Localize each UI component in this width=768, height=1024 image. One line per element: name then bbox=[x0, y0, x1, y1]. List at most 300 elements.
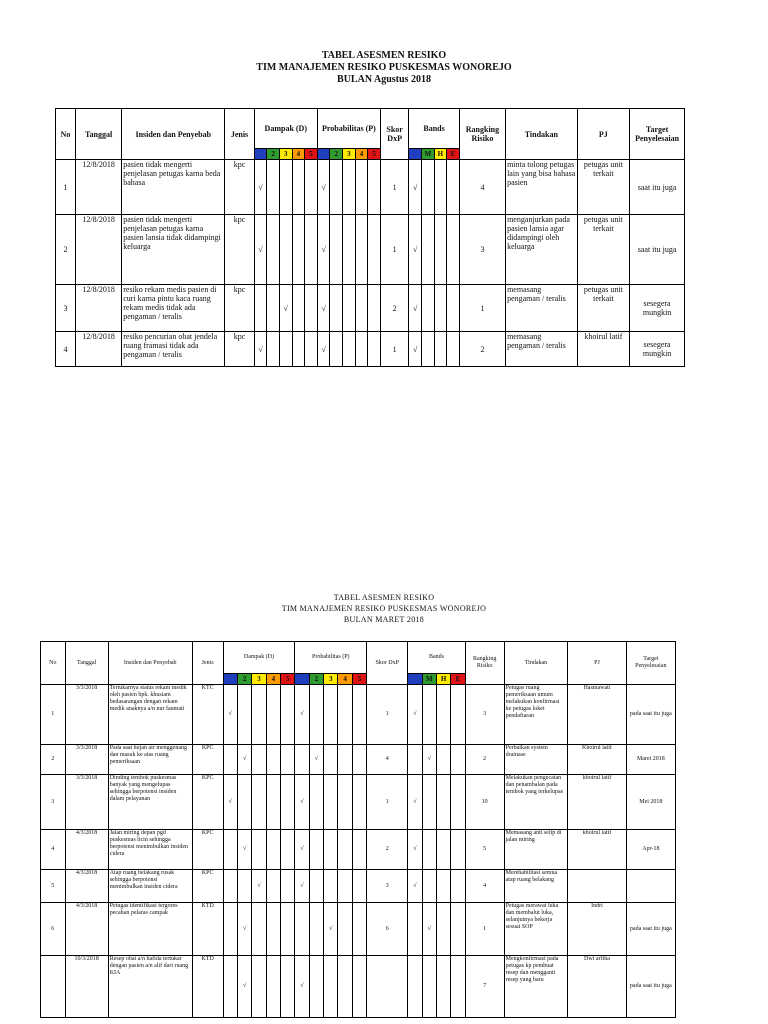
prob-cell-5 bbox=[368, 285, 381, 332]
band-cell-L bbox=[408, 870, 422, 903]
band-cell-M bbox=[422, 745, 436, 775]
band-cell-H bbox=[434, 285, 447, 332]
row-no: 1 bbox=[41, 685, 66, 745]
band-cell-E bbox=[451, 745, 465, 775]
band-cell-H bbox=[436, 685, 450, 745]
band-cell-M bbox=[422, 685, 436, 745]
band-cell-E bbox=[451, 870, 465, 903]
header-dampak: Dampak (D) bbox=[223, 642, 295, 674]
dampak-cell-3 bbox=[252, 745, 266, 775]
band-cell-L bbox=[409, 285, 422, 332]
row-skor: 1 bbox=[380, 215, 408, 285]
prob-cell-5 bbox=[352, 745, 366, 775]
row-tanggal: 10/3/2018 bbox=[65, 956, 108, 1018]
table-row bbox=[41, 903, 676, 956]
check-mark: √ bbox=[427, 756, 431, 762]
dampak-cell-5 bbox=[281, 903, 295, 956]
check-mark: √ bbox=[427, 925, 431, 932]
header-row bbox=[56, 109, 685, 149]
prob-cell-4 bbox=[355, 332, 368, 367]
band-E: E bbox=[451, 674, 465, 685]
prob-cell-2 bbox=[309, 870, 323, 903]
row-ranking: 2 bbox=[465, 745, 504, 775]
prob-cell-2 bbox=[330, 285, 343, 332]
check-mark: √ bbox=[257, 882, 261, 889]
row-no: 3 bbox=[41, 775, 66, 830]
row-jenis: KPC bbox=[192, 870, 223, 903]
prob-cell-3 bbox=[324, 745, 338, 775]
row-ranking: 10 bbox=[465, 775, 504, 830]
row-pj: Indri bbox=[568, 903, 626, 956]
prob-cell-3 bbox=[324, 830, 338, 870]
header-target: Target Penyelesaian bbox=[626, 642, 675, 685]
row-ranking: 3 bbox=[465, 685, 504, 745]
row-pj bbox=[568, 870, 626, 903]
row-tanggal: 12/8/2018 bbox=[75, 160, 121, 215]
dampak-cell-2 bbox=[267, 332, 280, 367]
band-cell-E bbox=[451, 775, 465, 830]
row-pj: petugas unit terkait bbox=[577, 160, 630, 215]
band-cell-E bbox=[447, 160, 460, 215]
row-insiden: resiko pencurian obat jendela ruang framasi tidak ada pengaman / teralis bbox=[122, 332, 225, 367]
prob-scale-2: 2 bbox=[309, 674, 323, 685]
doc2-month: BULAN MARET 2018 bbox=[343, 615, 425, 624]
row-insiden: Pada saat hujan air menggenang dan masuk ke atas ruang pemeriksaan bbox=[108, 745, 192, 775]
row-target: saat itu juga bbox=[630, 160, 685, 215]
row-skor: 2 bbox=[367, 830, 408, 870]
doc2-subtitle: TIM MANAJEMEN RESIKO PUSKESMAS WONOREJO bbox=[281, 604, 487, 613]
dampak-cell-2 bbox=[237, 956, 251, 1018]
band-cell-M bbox=[421, 215, 434, 285]
dampak-scale-3: 3 bbox=[252, 674, 266, 685]
dampak-scale-4: 4 bbox=[266, 674, 280, 685]
check-mark: √ bbox=[321, 303, 326, 313]
row-ranking: 7 bbox=[465, 956, 504, 1018]
dampak-cell-2 bbox=[237, 870, 251, 903]
prob-cell-5 bbox=[368, 160, 381, 215]
check-mark: √ bbox=[242, 983, 247, 989]
table-row bbox=[41, 775, 676, 830]
row-insiden: Dinding tembok puskesmas banyak yang mengelupas sehingga berpotensi insiden dalam pelayanan bbox=[108, 775, 192, 830]
check-mark: √ bbox=[314, 756, 319, 762]
dampak-scale-2: 2 bbox=[237, 674, 251, 685]
prob-cell-5 bbox=[352, 903, 366, 956]
dampak-cell-4 bbox=[266, 745, 280, 775]
check-mark: √ bbox=[321, 182, 326, 192]
band-H: H bbox=[436, 674, 450, 685]
row-skor: 1 bbox=[367, 775, 408, 830]
prob-cell-5 bbox=[352, 956, 366, 1018]
dampak-cell-2 bbox=[237, 685, 251, 745]
check-mark: √ bbox=[300, 846, 304, 852]
prob-cell-1 bbox=[295, 870, 309, 903]
prob-cell-5 bbox=[352, 870, 366, 903]
dampak-cell-3 bbox=[279, 160, 292, 215]
prob-cell-2 bbox=[330, 160, 343, 215]
row-jenis: KTD bbox=[192, 956, 223, 1018]
band-cell-E bbox=[451, 685, 465, 745]
row-pj: khoirul latif bbox=[568, 830, 626, 870]
dampak-cell-1 bbox=[223, 685, 237, 745]
prob-scale-4: 4 bbox=[338, 674, 352, 685]
row-ranking: 4 bbox=[459, 160, 505, 215]
prob-cell-4 bbox=[338, 745, 352, 775]
header-pj: PJ bbox=[577, 109, 630, 160]
dampak-cell-1 bbox=[223, 956, 237, 1018]
row-tanggal: 12/8/2018 bbox=[75, 285, 121, 332]
dampak-cell-1 bbox=[223, 830, 237, 870]
row-jenis: KTD bbox=[192, 903, 223, 956]
row-tanggal: 12/8/2018 bbox=[75, 215, 121, 285]
header-insiden: Insiden dan Penyebab bbox=[108, 642, 192, 685]
prob-cell-3 bbox=[324, 775, 338, 830]
dampak-cell-1 bbox=[223, 903, 237, 956]
dampak-cell-1 bbox=[223, 745, 237, 775]
row-tindakan: memasang pengaman / teralis bbox=[506, 285, 578, 332]
check-mark: √ bbox=[300, 882, 304, 889]
row-pj: Dwi arfiha bbox=[568, 956, 626, 1018]
header-skor: Skor DxP bbox=[367, 642, 408, 685]
dampak-cell-2 bbox=[267, 160, 280, 215]
prob-cell-4 bbox=[355, 160, 368, 215]
row-tindakan: Petugas ruang pemeriksaan umum melakukan konfirmasi ke petugas loket pendaftaran bbox=[504, 685, 568, 745]
row-target: pada saat itu juga bbox=[626, 956, 675, 1018]
header-no: No bbox=[41, 642, 66, 685]
prob-cell-2 bbox=[330, 332, 343, 367]
dampak-cell-1 bbox=[254, 285, 267, 332]
dampak-cell-5 bbox=[281, 870, 295, 903]
row-skor: 6 bbox=[367, 903, 408, 956]
check-mark: √ bbox=[258, 245, 263, 254]
row-target: sesegera mungkin bbox=[630, 285, 685, 332]
table-row bbox=[56, 160, 685, 215]
row-skor: 3 bbox=[367, 870, 408, 903]
band-cell-H bbox=[436, 745, 450, 775]
row-tindakan: Memasang anti selip di jalan miring bbox=[504, 830, 568, 870]
prob-cell-1 bbox=[295, 903, 309, 956]
dampak-cell-2 bbox=[237, 775, 251, 830]
prob-cell-3 bbox=[324, 685, 338, 745]
band-cell-M bbox=[422, 956, 436, 1018]
row-pj: Hasmawati bbox=[568, 685, 626, 745]
prob-cell-1 bbox=[317, 160, 330, 215]
header-tindakan: Tindakan bbox=[504, 642, 568, 685]
row-ranking: 1 bbox=[459, 285, 505, 332]
band-cell-H bbox=[434, 215, 447, 285]
dampak-cell-4 bbox=[266, 903, 280, 956]
band-cell-L bbox=[408, 685, 422, 745]
row-tanggal: 3/3/2018 bbox=[65, 775, 108, 830]
band-cell-E bbox=[451, 830, 465, 870]
row-skor: 1 bbox=[380, 160, 408, 215]
dampak-cell-2 bbox=[237, 903, 251, 956]
dampak-cell-5 bbox=[281, 956, 295, 1018]
row-ranking: 4 bbox=[465, 870, 504, 903]
row-skor: 1 bbox=[367, 685, 408, 745]
band-cell-M bbox=[422, 775, 436, 830]
dampak-cell-5 bbox=[281, 775, 295, 830]
prob-scale-2: 2 bbox=[330, 149, 343, 160]
prob-scale-4: 4 bbox=[355, 149, 368, 160]
dampak-cell-3 bbox=[252, 830, 266, 870]
dampak-scale-1: 1 bbox=[223, 674, 237, 685]
row-skor bbox=[367, 956, 408, 1018]
band-M: M bbox=[422, 674, 436, 685]
row-ranking: 5 bbox=[465, 830, 504, 870]
prob-cell-4 bbox=[338, 956, 352, 1018]
dampak-cell-1 bbox=[254, 215, 267, 285]
table-row bbox=[41, 745, 676, 775]
prob-cell-2 bbox=[309, 956, 323, 1018]
prob-cell-3 bbox=[343, 215, 356, 285]
band-cell-L bbox=[408, 956, 422, 1018]
check-mark: √ bbox=[412, 245, 418, 254]
table-row bbox=[56, 215, 685, 285]
row-insiden: Petugas identifikasi tergores pecahan pelaras campak bbox=[108, 903, 192, 956]
table-row bbox=[41, 956, 676, 1018]
prob-cell-1 bbox=[317, 332, 330, 367]
header-ranking: Rangking Risiko bbox=[465, 642, 504, 685]
row-no: 2 bbox=[56, 215, 76, 285]
row-no: 6 bbox=[41, 903, 66, 956]
prob-cell-3 bbox=[324, 870, 338, 903]
prob-scale-1: 1 bbox=[317, 149, 330, 160]
check-mark: √ bbox=[412, 303, 418, 313]
row-tindakan: Petugas merawat luka dan membalut luka, selanjutnya bekerja sesuai SOP bbox=[504, 903, 568, 956]
doc2-title: TABEL ASESMEN RESIKO bbox=[333, 593, 435, 602]
band-L: L bbox=[408, 674, 422, 685]
check-mark: √ bbox=[258, 182, 263, 192]
table-row bbox=[41, 830, 676, 870]
dampak-cell-1 bbox=[223, 870, 237, 903]
dampak-scale-5: 5 bbox=[305, 149, 318, 160]
check-mark: √ bbox=[300, 798, 304, 805]
row-tindakan: minta tolong petugas lain yang bisa bahasa pasien bbox=[506, 160, 578, 215]
row-insiden: resiko rekam medis pasien di curi karna pintu kaca ruang rekam medis tidak ada pengaman / teralis bbox=[122, 285, 225, 332]
prob-scale-5: 5 bbox=[352, 674, 366, 685]
prob-cell-4 bbox=[338, 775, 352, 830]
dampak-cell-3 bbox=[279, 285, 292, 332]
dampak-cell-5 bbox=[305, 160, 318, 215]
dampak-cell-4 bbox=[266, 775, 280, 830]
prob-cell-1 bbox=[295, 745, 309, 775]
dampak-cell-2 bbox=[267, 285, 280, 332]
row-no bbox=[41, 956, 66, 1018]
dampak-cell-4 bbox=[292, 332, 305, 367]
dampak-cell-3 bbox=[252, 903, 266, 956]
row-insiden: Tertukarnya status rekam medik oleh pasien bpk. khusiam bedasarangan dengan rekam medik anaknya a/n nur faumati bbox=[108, 685, 192, 745]
prob-cell-2 bbox=[309, 830, 323, 870]
check-mark: √ bbox=[300, 711, 304, 717]
prob-cell-5 bbox=[352, 685, 366, 745]
band-H: H bbox=[434, 149, 447, 160]
prob-cell-3 bbox=[324, 903, 338, 956]
dampak-cell-2 bbox=[237, 830, 251, 870]
dampak-cell-4 bbox=[266, 685, 280, 745]
band-cell-M bbox=[421, 160, 434, 215]
header-ranking: Rangking Risiko bbox=[459, 109, 505, 160]
prob-cell-4 bbox=[338, 870, 352, 903]
prob-cell-5 bbox=[368, 215, 381, 285]
dampak-cell-5 bbox=[281, 830, 295, 870]
check-mark: √ bbox=[258, 344, 263, 354]
row-insiden: Jalan miring depan pgd puskesmas licin sehingga berpotensi menimbulkan insiden cidera bbox=[108, 830, 192, 870]
check-mark: √ bbox=[329, 925, 333, 932]
table-row bbox=[41, 685, 676, 745]
dampak-cell-3 bbox=[252, 870, 266, 903]
band-cell-H bbox=[436, 870, 450, 903]
row-no: 3 bbox=[56, 285, 76, 332]
row-jenis: KPC bbox=[192, 775, 223, 830]
row-tindakan: Mengkonfirmasi pada petugas kp pembuat resep dan mengganti resep yang baru bbox=[504, 956, 568, 1018]
row-tanggal: 12/8/2018 bbox=[75, 332, 121, 367]
band-cell-L bbox=[408, 775, 422, 830]
row-jenis: KPC bbox=[192, 745, 223, 775]
header-row bbox=[41, 642, 676, 674]
prob-cell-4 bbox=[338, 903, 352, 956]
row-pj: khoirul latif bbox=[577, 332, 630, 367]
row-pj: petugas unit terkait bbox=[577, 215, 630, 285]
prob-cell-4 bbox=[355, 215, 368, 285]
prob-cell-1 bbox=[317, 285, 330, 332]
band-cell-H bbox=[436, 956, 450, 1018]
band-cell-H bbox=[436, 903, 450, 956]
band-cell-E bbox=[451, 956, 465, 1018]
band-cell-E bbox=[447, 332, 460, 367]
doc1-month: BULAN Agustus 2018 bbox=[337, 74, 431, 85]
table-row bbox=[56, 332, 685, 367]
header-dampak: Dampak (D) bbox=[254, 109, 317, 149]
row-pj: petugas unit terkait bbox=[577, 285, 630, 332]
prob-cell-2 bbox=[309, 745, 323, 775]
band-M: M bbox=[421, 149, 434, 160]
prob-cell-1 bbox=[295, 685, 309, 745]
row-jenis: kpc bbox=[225, 332, 254, 367]
header-jenis: Jenis bbox=[192, 642, 223, 685]
dampak-cell-4 bbox=[266, 830, 280, 870]
dampak-cell-4 bbox=[266, 956, 280, 1018]
dampak-cell-5 bbox=[305, 285, 318, 332]
dampak-cell-4 bbox=[266, 870, 280, 903]
row-tindakan: Merehabilitasi semua atap ruang belakang bbox=[504, 870, 568, 903]
prob-cell-4 bbox=[338, 830, 352, 870]
band-cell-H bbox=[434, 332, 447, 367]
header-probabilitas: Probabilitas (P) bbox=[317, 109, 380, 149]
prob-cell-1 bbox=[317, 215, 330, 285]
row-skor: 1 bbox=[380, 332, 408, 367]
row-no: 1 bbox=[56, 160, 76, 215]
dampak-cell-5 bbox=[281, 745, 295, 775]
row-tanggal: 4/3/2018 bbox=[65, 830, 108, 870]
prob-cell-2 bbox=[309, 685, 323, 745]
row-no: 4 bbox=[56, 332, 76, 367]
row-ranking: 1 bbox=[465, 903, 504, 956]
dampak-cell-3 bbox=[252, 775, 266, 830]
row-pj: khoirul latif bbox=[568, 775, 626, 830]
header-target: Target Penyelesaian bbox=[630, 109, 685, 160]
row-insiden: Resep obat a/n hafida tertukar dengan pasien a/n alif dari ruang KIA bbox=[108, 956, 192, 1018]
prob-cell-2 bbox=[330, 215, 343, 285]
dampak-cell-1 bbox=[223, 775, 237, 830]
band-cell-H bbox=[436, 830, 450, 870]
header-tanggal: Tanggal bbox=[65, 642, 108, 685]
row-jenis: kpc bbox=[225, 160, 254, 215]
check-mark: √ bbox=[242, 925, 247, 932]
prob-cell-5 bbox=[352, 830, 366, 870]
check-mark: √ bbox=[321, 245, 326, 254]
band-cell-L bbox=[408, 903, 422, 956]
dampak-cell-1 bbox=[254, 332, 267, 367]
dampak-scale-2: 2 bbox=[267, 149, 280, 160]
row-ranking: 2 bbox=[459, 332, 505, 367]
row-pj: Khoirul latif bbox=[568, 745, 626, 775]
row-target: saat itu juga bbox=[630, 215, 685, 285]
doc1-title: TABEL ASESMEN RESIKO bbox=[321, 50, 447, 61]
prob-cell-4 bbox=[338, 685, 352, 745]
row-no: 4 bbox=[41, 830, 66, 870]
row-tindakan: memasang pengaman / teralis bbox=[506, 332, 578, 367]
band-cell-M bbox=[422, 830, 436, 870]
dampak-cell-1 bbox=[254, 160, 267, 215]
band-cell-L bbox=[408, 830, 422, 870]
row-no: 2 bbox=[41, 745, 66, 775]
row-tindakan: Perbaikan system drainase bbox=[504, 745, 568, 775]
dampak-scale-3: 3 bbox=[279, 149, 292, 160]
band-cell-L bbox=[409, 160, 422, 215]
prob-cell-2 bbox=[309, 903, 323, 956]
check-mark: √ bbox=[321, 344, 326, 354]
row-skor: 4 bbox=[367, 745, 408, 775]
prob-scale-1: 1 bbox=[295, 674, 309, 685]
check-mark: √ bbox=[228, 711, 232, 717]
dampak-scale-5: 5 bbox=[281, 674, 295, 685]
row-target: pada saat itu juga bbox=[626, 903, 675, 956]
check-mark: √ bbox=[228, 798, 232, 805]
header-jenis: Jenis bbox=[225, 109, 254, 160]
prob-cell-3 bbox=[324, 956, 338, 1018]
check-mark: √ bbox=[413, 882, 417, 889]
header-bands: Bands bbox=[408, 642, 465, 674]
check-mark: √ bbox=[413, 846, 417, 852]
check-mark: √ bbox=[242, 846, 247, 852]
row-no: 5 bbox=[41, 870, 66, 903]
row-ranking: 3 bbox=[459, 215, 505, 285]
header-tanggal: Tanggal bbox=[75, 109, 121, 160]
dampak-cell-3 bbox=[252, 956, 266, 1018]
header-probabilitas: Probabilitas (P) bbox=[295, 642, 367, 674]
risk-table-maret bbox=[40, 641, 676, 1018]
dampak-cell-4 bbox=[292, 215, 305, 285]
dampak-cell-3 bbox=[279, 215, 292, 285]
table-row bbox=[41, 870, 676, 903]
doc1-titles bbox=[0, 50, 768, 86]
check-mark: √ bbox=[242, 756, 247, 762]
risk-table-agustus bbox=[55, 108, 685, 367]
band-cell-E bbox=[447, 215, 460, 285]
band-cell-E bbox=[447, 285, 460, 332]
dampak-scale-4: 4 bbox=[292, 149, 305, 160]
dampak-cell-5 bbox=[281, 685, 295, 745]
band-cell-L bbox=[408, 745, 422, 775]
header-pj: PJ bbox=[568, 642, 626, 685]
row-jenis: KTC bbox=[192, 685, 223, 745]
header-insiden: Insiden dan Penyebab bbox=[122, 109, 225, 160]
prob-scale-3: 3 bbox=[324, 674, 338, 685]
doc1-subtitle: TIM MANAJEMEN RESIKO PUSKESMAS WONOREJO bbox=[256, 62, 512, 73]
band-E: E bbox=[447, 149, 460, 160]
band-cell-M bbox=[422, 903, 436, 956]
doc2-titles bbox=[0, 592, 768, 625]
